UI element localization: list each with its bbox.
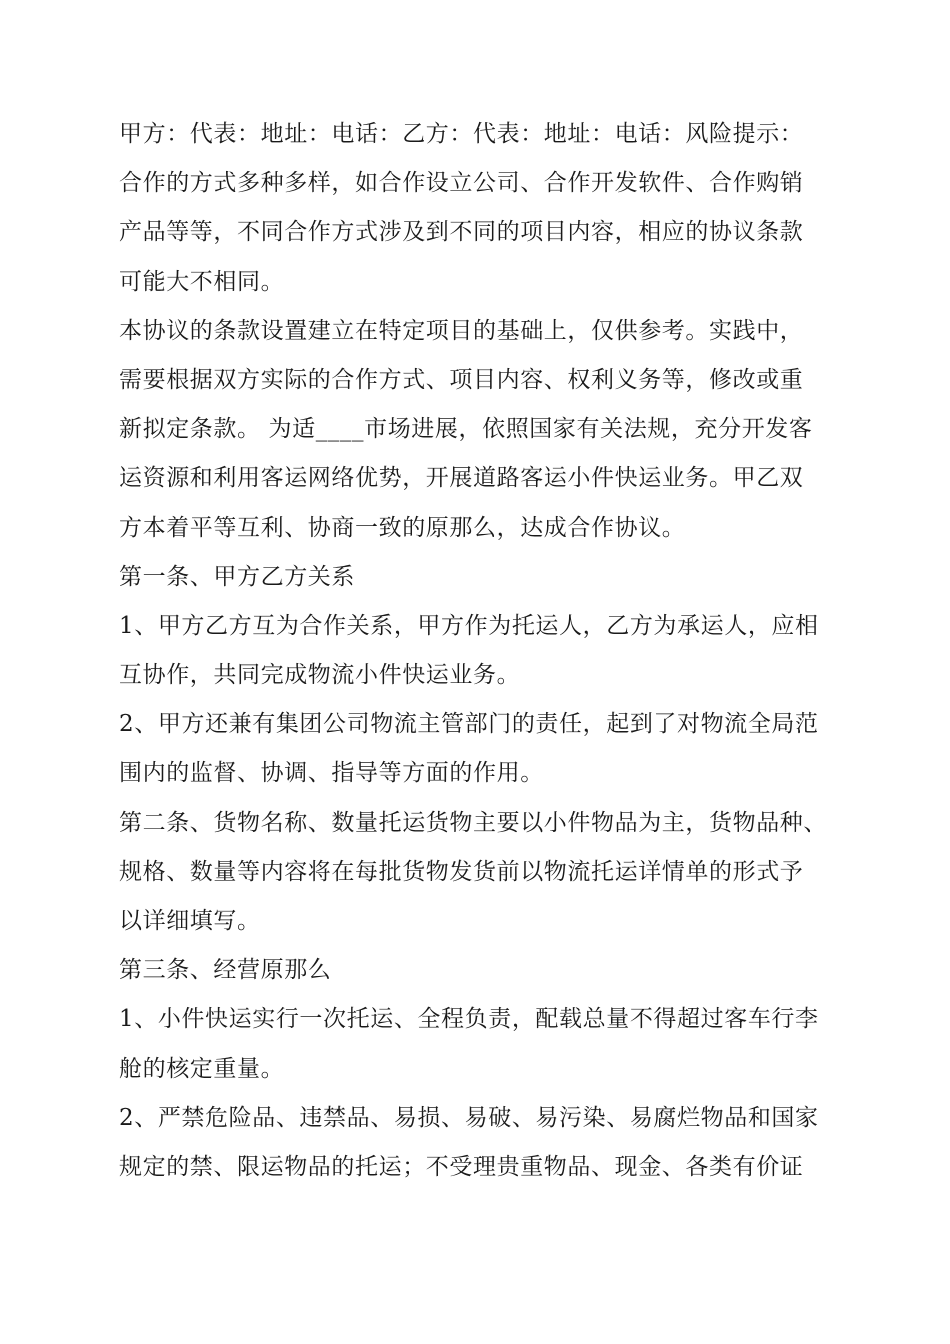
text-line: 可能大不相同。 (119, 268, 285, 295)
text-line: 1、小件快运实行一次托运、全程负责，配载总量不得超过客车行李 (119, 1006, 819, 1033)
text-line: 第二条、货物名称、数量托运货物主要以小件物品为主，货物品种、 (119, 809, 827, 836)
text-line: 2、甲方还兼有集团公司物流主管部门的责任，起到了对物流全局范 (119, 711, 819, 738)
text-line: 方本着平等互利、协商一致的原那么，达成合作协议。 (119, 514, 686, 541)
text-line: 运资源和利用客运网络优势，开展道路客运小件快运业务。甲乙双 (119, 465, 804, 492)
text-line: 互协作，共同完成物流小件快运业务。 (119, 662, 521, 689)
text-line: 需要根据双方实际的合作方式、项目内容、权利义务等，修改或重 (119, 366, 804, 393)
text-line: 1、甲方乙方互为合作关系，甲方作为托运人，乙方为承运人，应相 (119, 612, 819, 639)
text-line: 规格、数量等内容将在每批货物发货前以物流托运详情单的形式予 (119, 858, 804, 885)
text-line: 合作的方式多种多样，如合作设立公司、合作开发软件、合作购销 (119, 170, 804, 197)
text-line: 新拟定条款。 为适____市场进展，依照国家有关法规，充分开发客 (119, 416, 813, 443)
text-line: 以详细填写。 (119, 908, 261, 934)
text-line: 本协议的条款设置建立在特定项目的基础上，仅供参考。实践中， (119, 317, 804, 344)
text-line: 产品等等，不同合作方式涉及到不同的项目内容，相应的协议条款 (119, 219, 804, 246)
section-heading: 第三条、经营原那么 (119, 957, 332, 984)
text-line: 甲方：代表：地址：电话：乙方：代表：地址：电话：风险提示： (119, 121, 804, 147)
text-line: 围内的监督、协调、指导等方面的作用。 (119, 760, 544, 787)
document-body (119, 110, 839, 1192)
section-heading: 第一条、甲方乙方关系 (119, 563, 355, 590)
text-line: 规定的禁、限运物品的托运；不受理贵重物品、现金、各类有价证 (119, 1153, 804, 1180)
text-line: 舱的核定重量。 (119, 1055, 285, 1082)
text-line: 2、严禁危险品、违禁品、易损、易破、易污染、易腐烂物品和国家 (119, 1104, 819, 1131)
